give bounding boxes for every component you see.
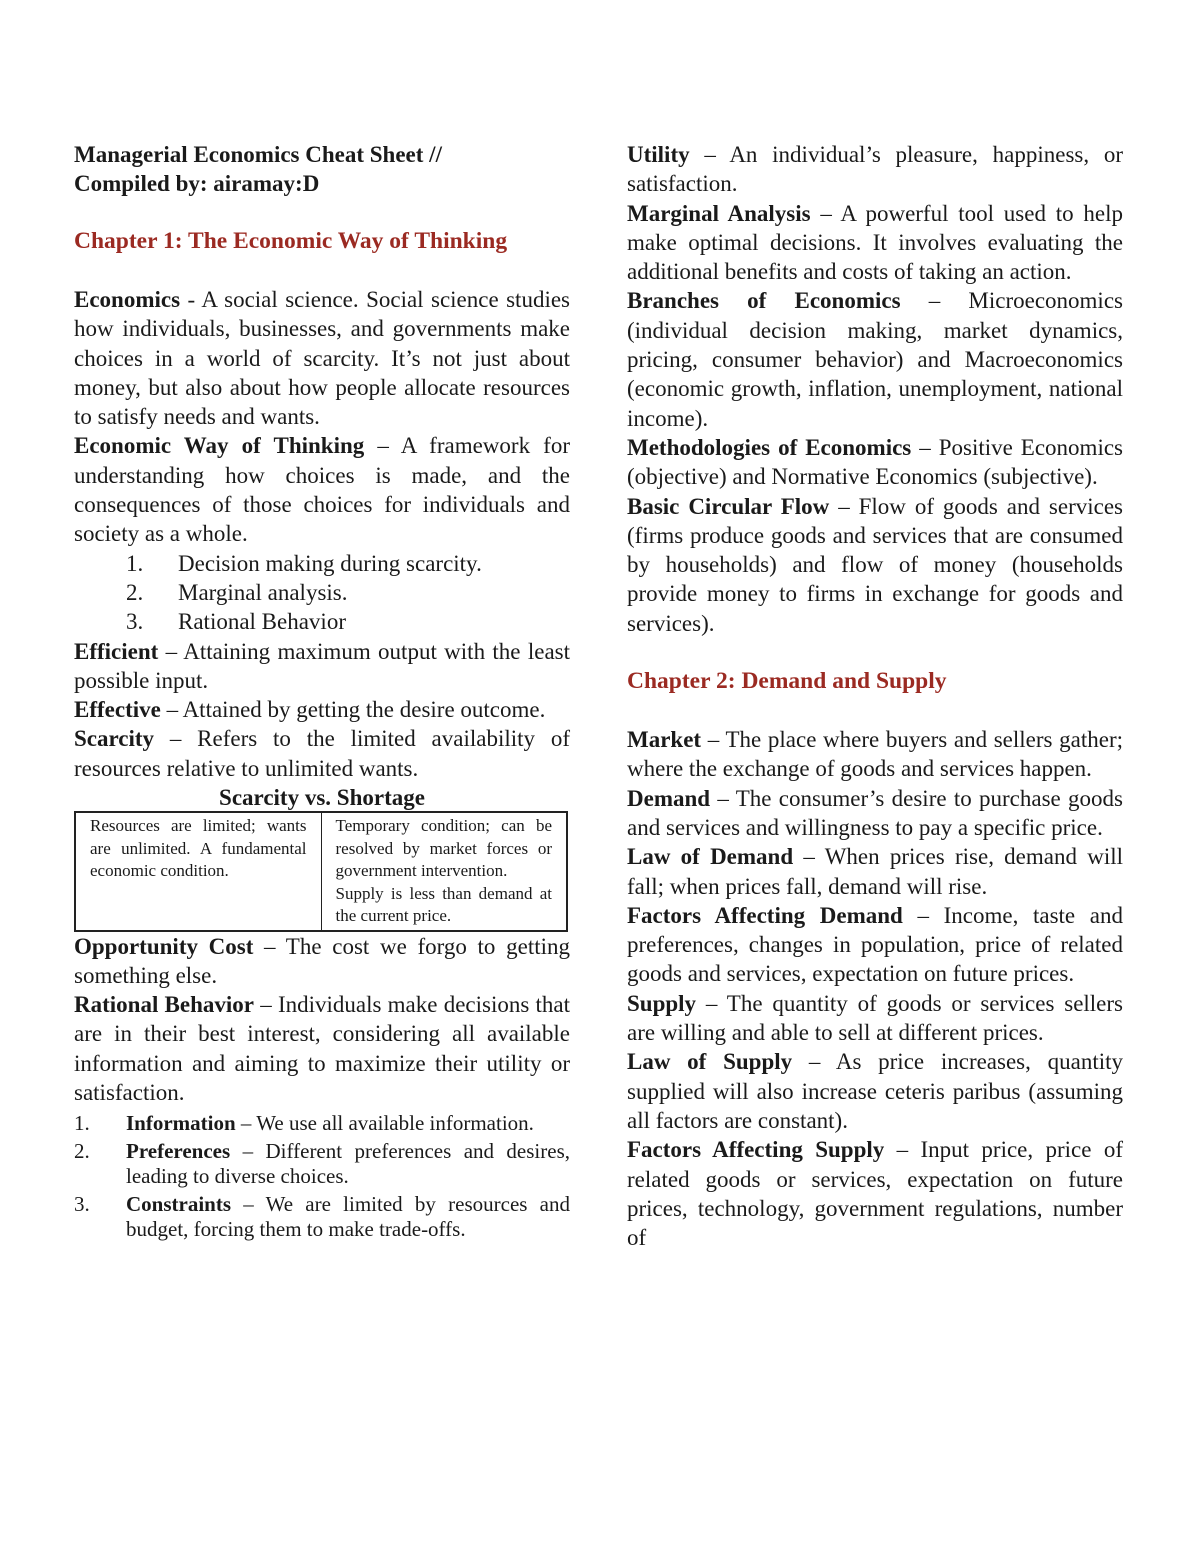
definition-marginal-analysis: [627, 199, 1123, 287]
definition-branches-of-economics: [627, 286, 1123, 432]
term-circular-flow: Basic Circular Flow: [627, 493, 830, 519]
definition-factors-demand: [627, 901, 1123, 989]
term-utility: Utility: [627, 142, 690, 167]
definition-scarcity: [74, 724, 570, 783]
term-methodologies: Methodologies of Economics: [627, 434, 912, 460]
left-column: [74, 140, 570, 1245]
document-title: [74, 140, 570, 198]
term-factors-demand: Factors Affecting Demand: [627, 902, 903, 928]
text-rational-behavior: – Individuals make decisions that are in their best interest, considering all available information and aiming to maximize their utility or satisfaction.: [74, 992, 571, 1106]
term-law-of-supply: Law of Supply: [627, 1049, 793, 1075]
text-demand: – The consumer’s desire to purchase goods and services and willingness to pay a specific price.: [627, 785, 1123, 840]
definition-demand: [627, 784, 1123, 843]
list-item: 3. Rational Behavior: [126, 609, 346, 635]
list-item: 2. Marginal analysis.: [126, 579, 348, 605]
text-efficient: – Attaining maximum output with the least possible input.: [74, 638, 570, 693]
definition-market: [627, 725, 1123, 784]
definition-efficient: [74, 637, 570, 696]
rational-behavior-factors: [74, 1111, 570, 1243]
text-factors-supply: – Input price, price of related goods or services, expectation on future prices, technology, government regulations, number of: [627, 1137, 1123, 1251]
text-factors-demand: – Income, taste and preferences, changes in population, price of related goods and services, expectation on future prices.: [627, 902, 1123, 987]
term-factors-supply: Factors Affecting Supply: [627, 1137, 885, 1163]
text-methodologies: – Positive Economics (objective) and Normative Economics (subjective).: [627, 434, 1123, 490]
list-item: 2. Preferences – Different preferences and desires, leading to diverse choices.: [74, 1138, 570, 1189]
definition-circular-flow: [627, 492, 1123, 638]
list-item: 3. Constraints – We are limited by resources and budget, forcing them to make trade-offs.: [74, 1191, 570, 1242]
term-marginal-analysis: Marginal Analysis: [627, 200, 811, 226]
definition-law-of-demand: [627, 842, 1123, 901]
term-effective: Effective: [74, 697, 161, 723]
term-law-of-demand: Law of Demand: [627, 844, 794, 870]
ewot-list: [74, 549, 570, 637]
right-column: [627, 140, 1123, 1252]
list-item: 1. Information – We use all available information.: [74, 1111, 534, 1136]
definition-supply: [627, 989, 1123, 1048]
text-economics: - A social science. Social science studies how individuals, businesses, and governments make choices in a world of scarcity. It’s not just about money, but also about how people allocate resources to satisfy needs and wants.: [74, 287, 570, 430]
term-efficient: Efficient: [74, 638, 159, 664]
definition-rational-behavior: [74, 990, 570, 1107]
text-branches-of-economics: – Microeconomics (individual decision making, market dynamics, pricing, consumer behavior) and Macroeconomics (economic growth, inflation, unemployment, national income).: [627, 288, 1123, 431]
table-title: Scarcity vs. Shortage: [219, 785, 425, 811]
text-effective: – Attained by getting the desire outcome.: [160, 697, 546, 723]
term-economics: Economics: [74, 287, 181, 312]
text-economic-way-of-thinking: – A framework for understanding how choices is made, and the consequences of those choices for individuals and society as a whole.: [74, 433, 570, 547]
text-market: – The place where buyers and sellers gather; where the exchange of goods and services happen.: [627, 727, 1123, 782]
definition-utility: [627, 140, 1123, 199]
chapter-2-heading: Chapter 2: Demand and Supply: [627, 668, 947, 695]
list-item: 1. Decision making during scarcity.: [126, 550, 482, 576]
shortage-cell: Temporary condition; can be resolved by market forces or government intervention. Supply is less than demand at the current price.: [321, 812, 567, 931]
term-demand: Demand: [627, 785, 711, 811]
definition-effective: [74, 695, 570, 724]
term-opportunity-cost: Opportunity Cost: [74, 933, 254, 959]
table-row: [75, 812, 567, 931]
text-scarcity: – Refers to the limited availability of resources relative to unlimited wants.: [74, 726, 570, 781]
title-line-1: Managerial Economics Cheat Sheet //: [74, 142, 442, 167]
definition-law-of-supply: [627, 1047, 1123, 1135]
definition-economics: [74, 285, 570, 431]
definition-economic-way-of-thinking: [74, 431, 570, 548]
text-marginal-analysis: – A powerful tool used to help make optimal decisions. It involves evaluating the additional benefits and costs of taking an action.: [627, 200, 1123, 285]
text-opportunity-cost: – The cost we forgo to getting something else.: [74, 933, 570, 988]
definition-opportunity-cost: [74, 932, 570, 991]
term-supply: Supply: [627, 990, 697, 1016]
term-rational-behavior: Rational Behavior: [74, 992, 255, 1018]
text-supply: – The quantity of goods or services sellers are willing and able to sell at different prices.: [627, 990, 1123, 1046]
term-market: Market: [627, 727, 702, 753]
text-law-of-demand: – When prices rise, demand will fall; when prices fall, demand will rise.: [627, 844, 1123, 899]
scarcity-cell: Resources are limited; wants are unlimited. A fundamental economic condition.: [75, 812, 321, 931]
term-scarcity: Scarcity: [74, 726, 155, 752]
text-circular-flow: – Flow of goods and services (firms produce goods and services that are consumed by households) and flow of money (households provide money to firms in exchange for goods and services).: [627, 493, 1123, 636]
text-utility: – An individual’s pleasure, happiness, or satisfaction.: [627, 142, 1123, 197]
chapter-1-heading: Chapter 1: The Economic Way of Thinking: [74, 228, 508, 254]
term-branches-of-economics: Branches of Economics: [627, 288, 901, 314]
scarcity-vs-shortage-table: [74, 811, 568, 932]
title-line-2: Compiled by: airamay:D: [74, 171, 320, 196]
definition-factors-supply: [627, 1135, 1123, 1252]
definition-methodologies: [627, 433, 1123, 492]
text-law-of-supply: – As price increases, quantity supplied will also increase ceteris paribus (assuming all factors are constant).: [627, 1049, 1123, 1133]
term-economic-way-of-thinking: Economic Way of Thinking: [74, 433, 365, 459]
